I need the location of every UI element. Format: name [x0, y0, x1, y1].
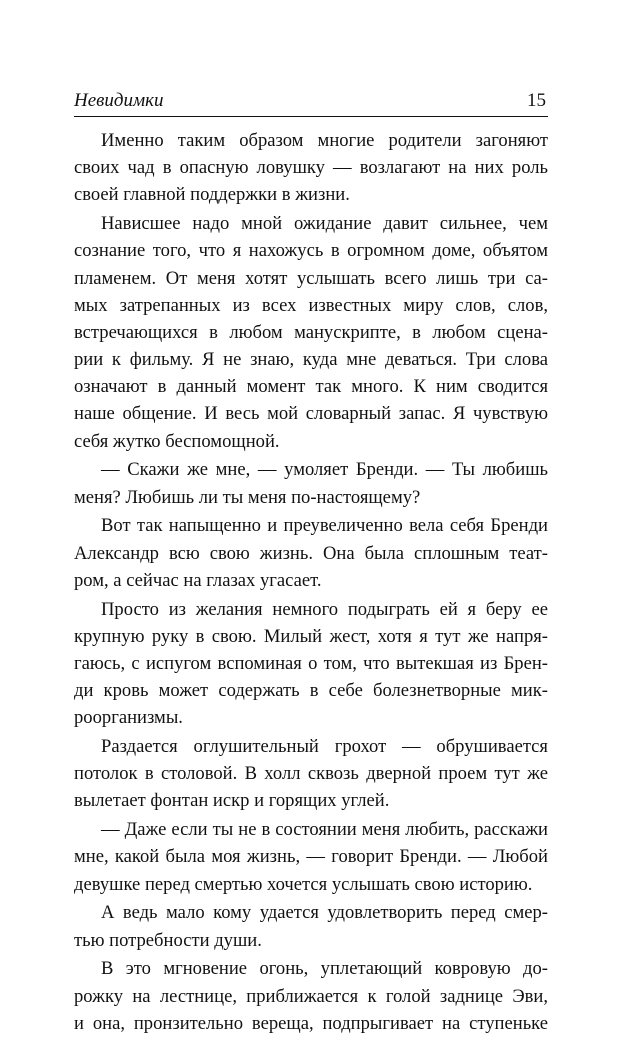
- text-line: своей главной поддержки в жизни.: [74, 184, 350, 206]
- text-line: означают в данный момент так много. К ним сводится: [74, 376, 548, 398]
- text-line: ди кровь может содержать в себе болезнетворные мик-: [74, 680, 548, 702]
- text-line: меня? Любишь ли ты меня по-настоящему?: [74, 486, 421, 508]
- text-line: В это мгновение огонь, уплетающий ковровую до-: [101, 958, 548, 980]
- text-line: пламенем. От меня хотят услышать всего лишь три са-: [74, 267, 548, 289]
- text-line: вылетает фонтан искр и горящих углей.: [74, 790, 390, 812]
- text-line: — Даже если ты не в состоянии меня любить, расскажи: [101, 819, 548, 841]
- text-line: себя жутко беспомощной.: [74, 430, 280, 452]
- paragraph: [74, 210, 548, 455]
- paragraph: [74, 899, 548, 953]
- text-line: и она, пронзительно вереща, подпрыгивает на ступеньке: [74, 1012, 548, 1034]
- text-line: ром, а сейчас на глазах угасает.: [74, 569, 322, 591]
- text-line: потолок в столовой. В холл сквозь дверной проем тут же: [74, 763, 548, 785]
- page-header: [74, 90, 548, 117]
- text-line: — Скажи же мне, — умоляет Бренди. — Ты любишь: [101, 459, 548, 481]
- text-line: Нависшее надо мной ожидание давит сильнее, чем: [101, 213, 548, 235]
- paragraph: [74, 816, 548, 898]
- text-line: гаюсь, с испугом вспоминая о том, что вытекшая из Брен-: [74, 652, 548, 674]
- body-text: [74, 127, 548, 1037]
- text-line: Вот так напыщенно и преувеличенно вела себя Бренди: [101, 515, 548, 537]
- page-number: 15: [527, 90, 546, 111]
- running-title: Невидимки: [74, 90, 164, 111]
- text-line: Просто из желания немного подыграть ей я беру ее: [101, 598, 548, 620]
- paragraph: [74, 733, 548, 815]
- text-line: мне, какой была моя жизнь, — говорит Бренди. — Любой: [74, 846, 548, 868]
- text-line: рии к фильму. Я не знаю, куда мне деваться. Три слова: [74, 349, 548, 371]
- text-line: Именно таким образом многие родители загоняют: [101, 130, 548, 151]
- text-line: девушке перед смертью хочется услышать свою историю.: [74, 873, 533, 895]
- text-line: Александр всю свою жизнь. Она была сплошным теат-: [74, 542, 548, 564]
- paragraph: [74, 955, 548, 1037]
- text-line: встречающихся в любом манускрипте, в любом сцена-: [74, 321, 548, 343]
- paragraph: [74, 512, 548, 594]
- text-line: роорганизмы.: [74, 707, 183, 729]
- text-line: крупную руку в свою. Милый жест, хотя я тут же напря-: [74, 625, 548, 647]
- text-line: сознание того, что я нахожусь в огромном доме, объятом: [74, 240, 548, 262]
- paragraph: [74, 456, 548, 510]
- text-line: наше общение. И весь мой словарный запас. Я чувствую: [74, 403, 548, 425]
- text-line: тью потребности души.: [74, 929, 262, 951]
- text-line: своих чад в опасную ловушку — возлагают на них роль: [74, 157, 548, 179]
- text-line: рожку на лестнице, приближается к голой заднице Эви,: [74, 985, 548, 1007]
- text-line: Раздается оглушительный грохот — обрушивается: [101, 736, 548, 758]
- paragraph: [74, 596, 548, 732]
- paragraph: [74, 127, 548, 209]
- text-line: мых затрепанных из всех известных миру слов, слов,: [74, 294, 548, 316]
- text-line: А ведь мало кому удается удовлетворить перед смер-: [101, 902, 548, 924]
